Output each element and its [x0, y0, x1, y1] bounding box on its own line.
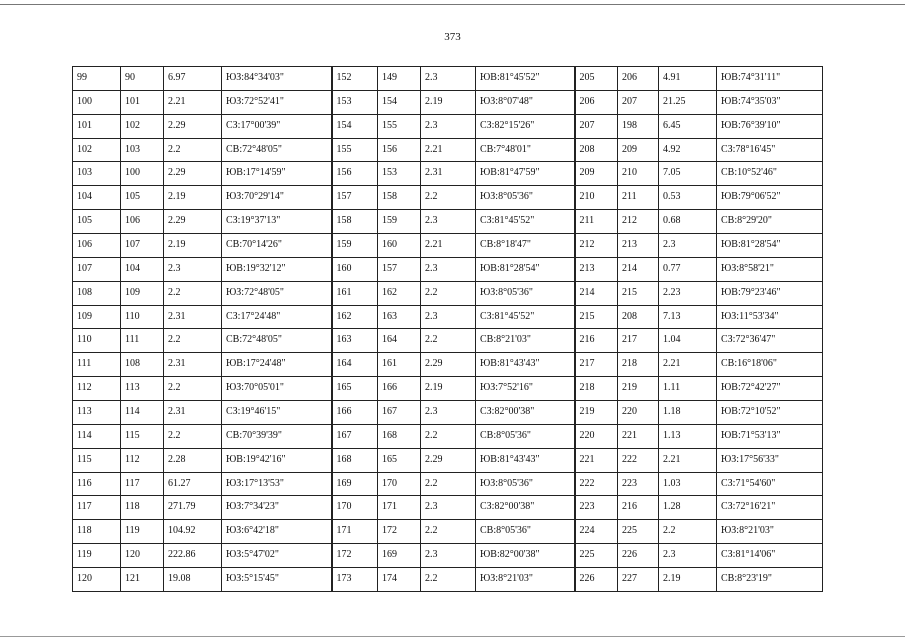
table-cell: 162 — [378, 281, 421, 305]
table-row — [73, 568, 823, 592]
table-cell: ЮВ:76°39'10" — [717, 114, 823, 138]
bottom-rule — [0, 636, 905, 637]
table-cell: 104 — [121, 257, 164, 281]
table-cell: 217 — [575, 353, 618, 377]
table-cell: 2.2 — [421, 568, 476, 592]
table-cell: ЮЗ:17°56'33" — [717, 448, 823, 472]
table-cell: 205 — [575, 67, 618, 91]
table-cell: 2.2 — [421, 329, 476, 353]
table-cell: 107 — [121, 234, 164, 258]
table-cell: 105 — [73, 210, 121, 234]
table-cell: 222 — [618, 448, 659, 472]
table-cell: 114 — [121, 401, 164, 425]
table-cell: СЗ:81°45'52" — [476, 210, 575, 234]
table-row — [73, 257, 823, 281]
table-cell: 2.2 — [421, 424, 476, 448]
top-rule — [0, 4, 905, 5]
table-cell: 102 — [73, 138, 121, 162]
table-cell: 156 — [332, 162, 378, 186]
table-cell: 164 — [378, 329, 421, 353]
table-row — [73, 210, 823, 234]
table-cell: 171 — [332, 520, 378, 544]
table-cell: ЮЗ:11°53'34" — [717, 305, 823, 329]
table-cell: ЮЗ:8°58'21" — [717, 257, 823, 281]
table-cell: ЮВ:74°31'11" — [717, 67, 823, 91]
table-cell: 2.3 — [421, 544, 476, 568]
table-cell: 214 — [575, 281, 618, 305]
table-cell: 2.29 — [164, 162, 222, 186]
table-cell: СВ:8°23'19" — [717, 568, 823, 592]
table-cell: 90 — [121, 67, 164, 91]
table-row — [73, 496, 823, 520]
table-cell: СВ:72°48'05" — [222, 329, 332, 353]
table-cell: 103 — [121, 138, 164, 162]
table-cell: 7.13 — [659, 305, 717, 329]
table-cell: 1.13 — [659, 424, 717, 448]
table-cell: СЗ:72°36'47" — [717, 329, 823, 353]
table-cell: 161 — [378, 353, 421, 377]
table-cell: 117 — [73, 496, 121, 520]
table-row — [73, 448, 823, 472]
table-cell: 2.19 — [421, 377, 476, 401]
table-cell: 2.31 — [421, 162, 476, 186]
table-cell: 209 — [575, 162, 618, 186]
table-cell: 154 — [332, 114, 378, 138]
table-cell: СЗ:81°45'52" — [476, 305, 575, 329]
table-cell: 163 — [332, 329, 378, 353]
table-cell: 2.21 — [659, 353, 717, 377]
table-row — [73, 234, 823, 258]
table-cell: 2.3 — [421, 210, 476, 234]
table-cell: 100 — [73, 90, 121, 114]
table-cell: 2.2 — [659, 520, 717, 544]
table-row — [73, 329, 823, 353]
table-row — [73, 520, 823, 544]
table-cell: 118 — [73, 520, 121, 544]
table-cell: СЗ:81°14'06" — [717, 544, 823, 568]
table-row — [73, 90, 823, 114]
table-cell: 222.86 — [164, 544, 222, 568]
table-cell: 110 — [121, 305, 164, 329]
table-cell: 2.3 — [421, 496, 476, 520]
table-cell: СВ:70°39'39" — [222, 424, 332, 448]
table-cell: 61.27 — [164, 472, 222, 496]
table-cell: 227 — [618, 568, 659, 592]
table-cell: 119 — [73, 544, 121, 568]
table-cell: 0.77 — [659, 257, 717, 281]
table-cell: 171 — [378, 496, 421, 520]
table-cell: 167 — [378, 401, 421, 425]
table-cell: 160 — [378, 234, 421, 258]
table-cell: 2.29 — [421, 353, 476, 377]
table-cell: СЗ:17°24'48" — [222, 305, 332, 329]
table-cell: 224 — [575, 520, 618, 544]
table-cell: 157 — [378, 257, 421, 281]
table-cell: ЮЗ:8°05'36" — [476, 281, 575, 305]
table-cell: 109 — [121, 281, 164, 305]
table-cell: ЮВ:79°06'52" — [717, 186, 823, 210]
table-cell: 153 — [378, 162, 421, 186]
table-cell: ЮЗ:8°07'48" — [476, 90, 575, 114]
table-cell: СЗ:19°46'15" — [222, 401, 332, 425]
table-cell: 210 — [575, 186, 618, 210]
table-cell: СВ:8°18'47" — [476, 234, 575, 258]
table-cell: ЮЗ:70°05'01" — [222, 377, 332, 401]
table-cell: 166 — [332, 401, 378, 425]
table-cell: 210 — [618, 162, 659, 186]
table-cell: 113 — [121, 377, 164, 401]
table-cell: СВ:7°48'01" — [476, 138, 575, 162]
table-cell: 2.3 — [421, 401, 476, 425]
table-cell: 2.23 — [659, 281, 717, 305]
table-cell: 211 — [618, 186, 659, 210]
table-cell: 149 — [378, 67, 421, 91]
table-cell: 225 — [618, 520, 659, 544]
table-cell: 2.31 — [164, 401, 222, 425]
table-cell: 271.79 — [164, 496, 222, 520]
table-cell: ЮВ:19°42'16" — [222, 448, 332, 472]
table-cell: 209 — [618, 138, 659, 162]
table-cell: 226 — [575, 568, 618, 592]
table-cell: ЮВ:82°00'38" — [476, 544, 575, 568]
table-cell: 111 — [121, 329, 164, 353]
table-cell: 2.31 — [164, 353, 222, 377]
table-cell: 215 — [575, 305, 618, 329]
table-cell: 121 — [121, 568, 164, 592]
table-cell: 159 — [378, 210, 421, 234]
table-cell: 164 — [332, 353, 378, 377]
table-cell: ЮЗ:8°05'36" — [476, 472, 575, 496]
table-cell: 163 — [378, 305, 421, 329]
table-row — [73, 424, 823, 448]
table-cell: 117 — [121, 472, 164, 496]
table-cell: 220 — [575, 424, 618, 448]
table-cell: ЮВ:81°43'43" — [476, 448, 575, 472]
table-cell: 101 — [121, 90, 164, 114]
table-cell: 2.2 — [164, 329, 222, 353]
table-cell: 104 — [73, 186, 121, 210]
table-cell: 160 — [332, 257, 378, 281]
table-cell: 174 — [378, 568, 421, 592]
table-cell: 113 — [73, 401, 121, 425]
table-cell: ЮВ:81°28'54" — [717, 234, 823, 258]
table-cell: 212 — [618, 210, 659, 234]
table-cell: СВ:8°05'36" — [476, 520, 575, 544]
table-cell: 2.21 — [421, 234, 476, 258]
table-cell: ЮВ:81°45'52" — [476, 67, 575, 91]
table-cell: 221 — [618, 424, 659, 448]
table-row — [73, 377, 823, 401]
table-cell: ЮЗ:8°05'36" — [476, 186, 575, 210]
table-cell: 172 — [332, 544, 378, 568]
table-cell: 223 — [575, 496, 618, 520]
table-cell: 212 — [575, 234, 618, 258]
table-cell: 2.3 — [421, 114, 476, 138]
table-cell: 2.2 — [421, 281, 476, 305]
table-cell: ЮВ:81°28'54" — [476, 257, 575, 281]
table-cell: ЮЗ:70°29'14" — [222, 186, 332, 210]
table-row — [73, 472, 823, 496]
table-cell: ЮЗ:17°13'53" — [222, 472, 332, 496]
table-cell: 2.29 — [164, 210, 222, 234]
table-cell: 225 — [575, 544, 618, 568]
table-cell: ЮВ:72°42'27" — [717, 377, 823, 401]
table-cell: 2.29 — [421, 448, 476, 472]
table-cell: 219 — [575, 401, 618, 425]
table-cell: 2.19 — [164, 234, 222, 258]
table-row — [73, 114, 823, 138]
table-cell: 101 — [73, 114, 121, 138]
table-cell: СЗ:82°00'38" — [476, 496, 575, 520]
table-row — [73, 138, 823, 162]
table-cell: 2.28 — [164, 448, 222, 472]
table-cell: 2.3 — [659, 544, 717, 568]
table-cell: 2.2 — [164, 424, 222, 448]
table-cell: 1.04 — [659, 329, 717, 353]
table-cell: 213 — [618, 234, 659, 258]
table-cell: 2.2 — [421, 520, 476, 544]
table-cell: 2.21 — [659, 448, 717, 472]
table-cell: 108 — [121, 353, 164, 377]
table-cell: 223 — [618, 472, 659, 496]
table-cell: 6.97 — [164, 67, 222, 91]
table-cell: 1.03 — [659, 472, 717, 496]
table-cell: 114 — [73, 424, 121, 448]
table-cell: 1.28 — [659, 496, 717, 520]
table-cell: 2.31 — [164, 305, 222, 329]
table-cell: ЮЗ:6°42'18" — [222, 520, 332, 544]
table-cell: ЮЗ:8°21'03" — [476, 568, 575, 592]
table-cell: 106 — [73, 234, 121, 258]
table-cell: 215 — [618, 281, 659, 305]
table-cell: 217 — [618, 329, 659, 353]
table-cell: 2.19 — [659, 568, 717, 592]
table-cell: 2.29 — [164, 114, 222, 138]
table-cell: 2.21 — [164, 90, 222, 114]
table-cell: 106 — [121, 210, 164, 234]
table-cell: ЮЗ:7°52'16" — [476, 377, 575, 401]
table-cell: 21.25 — [659, 90, 717, 114]
table-cell: 2.3 — [421, 305, 476, 329]
survey-table — [72, 66, 823, 592]
table-cell: 120 — [121, 544, 164, 568]
table-cell: ЮВ:17°14'59" — [222, 162, 332, 186]
table-cell: 111 — [73, 353, 121, 377]
table-cell: СВ:16°18'06" — [717, 353, 823, 377]
table-cell: 1.18 — [659, 401, 717, 425]
table-cell: 4.92 — [659, 138, 717, 162]
table-cell: 2.3 — [421, 67, 476, 91]
table-cell: 206 — [575, 90, 618, 114]
table-cell: 207 — [575, 114, 618, 138]
table-cell: 154 — [378, 90, 421, 114]
table-cell: 120 — [73, 568, 121, 592]
table-cell: 2.2 — [164, 377, 222, 401]
table-cell: 211 — [575, 210, 618, 234]
table-cell: 156 — [378, 138, 421, 162]
table-row — [73, 67, 823, 91]
table-cell: 115 — [73, 448, 121, 472]
table-cell: 155 — [378, 114, 421, 138]
table-cell: ЮЗ:7°34'23" — [222, 496, 332, 520]
table-cell: ЮВ:17°24'48" — [222, 353, 332, 377]
table-row — [73, 544, 823, 568]
table-cell: 169 — [332, 472, 378, 496]
table-row — [73, 305, 823, 329]
table-cell: 158 — [332, 210, 378, 234]
table-cell: 165 — [378, 448, 421, 472]
table-row — [73, 353, 823, 377]
table-cell: 219 — [618, 377, 659, 401]
table-cell: СВ:70°14'26" — [222, 234, 332, 258]
table-cell: 100 — [121, 162, 164, 186]
table-cell: СЗ:72°16'21" — [717, 496, 823, 520]
table-cell: 107 — [73, 257, 121, 281]
table-cell: 167 — [332, 424, 378, 448]
table-cell: 169 — [378, 544, 421, 568]
table-cell: 226 — [618, 544, 659, 568]
table-cell: СЗ:19°37'13" — [222, 210, 332, 234]
table-cell: 152 — [332, 67, 378, 91]
table-cell: 173 — [332, 568, 378, 592]
table-cell: 159 — [332, 234, 378, 258]
table-cell: 208 — [575, 138, 618, 162]
table-cell: 2.19 — [164, 186, 222, 210]
table-cell: ЮВ:81°47'59" — [476, 162, 575, 186]
table-cell: СЗ:82°15'26" — [476, 114, 575, 138]
table-cell: 157 — [332, 186, 378, 210]
table-cell: ЮВ:71°53'13" — [717, 424, 823, 448]
table-cell: 19.08 — [164, 568, 222, 592]
table-cell: 170 — [378, 472, 421, 496]
table-cell: 103 — [73, 162, 121, 186]
table-cell: 221 — [575, 448, 618, 472]
table-cell: СВ:10°52'46" — [717, 162, 823, 186]
table-cell: 168 — [332, 448, 378, 472]
table-cell: ЮЗ:72°52'41" — [222, 90, 332, 114]
table-cell: СВ:8°05'36" — [476, 424, 575, 448]
table-cell: 198 — [618, 114, 659, 138]
table-cell: 6.45 — [659, 114, 717, 138]
table-cell: ЮВ:19°32'12" — [222, 257, 332, 281]
table-cell: ЮЗ:5°47'02" — [222, 544, 332, 568]
table-row — [73, 281, 823, 305]
table-cell: ЮВ:74°35'03" — [717, 90, 823, 114]
table-cell: 119 — [121, 520, 164, 544]
table-cell: ЮЗ:8°21'03" — [717, 520, 823, 544]
table-cell: 155 — [332, 138, 378, 162]
table-cell: 116 — [73, 472, 121, 496]
table-cell: 170 — [332, 496, 378, 520]
table-cell: 2.2 — [164, 281, 222, 305]
table-cell: 2.19 — [421, 90, 476, 114]
table-cell: 153 — [332, 90, 378, 114]
table-cell: ЮЗ:5°15'45" — [222, 568, 332, 592]
table-cell: 2.2 — [421, 186, 476, 210]
table-row — [73, 162, 823, 186]
table-row — [73, 401, 823, 425]
table-cell: 4.91 — [659, 67, 717, 91]
page-number: 373 — [444, 31, 461, 43]
table-cell: СЗ:71°54'60" — [717, 472, 823, 496]
table-cell: 109 — [73, 305, 121, 329]
table-cell: 115 — [121, 424, 164, 448]
table-cell: 0.53 — [659, 186, 717, 210]
table-cell: СЗ:82°00'38" — [476, 401, 575, 425]
table-cell: 161 — [332, 281, 378, 305]
table-cell: 206 — [618, 67, 659, 91]
table-cell: ЮВ:72°10'52" — [717, 401, 823, 425]
table-cell: 168 — [378, 424, 421, 448]
table-cell: 172 — [378, 520, 421, 544]
table-cell: 213 — [575, 257, 618, 281]
table-cell: 166 — [378, 377, 421, 401]
table-cell: 112 — [121, 448, 164, 472]
table-cell: 162 — [332, 305, 378, 329]
table-cell: 1.11 — [659, 377, 717, 401]
table-cell: 2.2 — [164, 138, 222, 162]
table-cell: 110 — [73, 329, 121, 353]
table-cell: СЗ:78°16'45" — [717, 138, 823, 162]
table-cell: 2.2 — [421, 472, 476, 496]
table-cell: 108 — [73, 281, 121, 305]
table-cell: ЮЗ:72°48'05" — [222, 281, 332, 305]
table-cell: 218 — [618, 353, 659, 377]
table-cell: 112 — [73, 377, 121, 401]
table-cell: 102 — [121, 114, 164, 138]
table-cell: 208 — [618, 305, 659, 329]
table-cell: СВ:8°21'03" — [476, 329, 575, 353]
table-cell: 214 — [618, 257, 659, 281]
table-cell: 218 — [575, 377, 618, 401]
table-cell: 207 — [618, 90, 659, 114]
table-cell: 105 — [121, 186, 164, 210]
table-cell: ЮВ:81°43'43" — [476, 353, 575, 377]
table-cell: 222 — [575, 472, 618, 496]
table-cell: 220 — [618, 401, 659, 425]
table-cell: 216 — [575, 329, 618, 353]
table-cell: СВ:8°29'20" — [717, 210, 823, 234]
table-cell: 104.92 — [164, 520, 222, 544]
table-cell: ЮЗ:84°34'03" — [222, 67, 332, 91]
table-cell: 2.3 — [164, 257, 222, 281]
table-cell: СЗ:17°00'39" — [222, 114, 332, 138]
table-cell: 0.68 — [659, 210, 717, 234]
table-cell: ЮВ:79°23'46" — [717, 281, 823, 305]
table-cell: 216 — [618, 496, 659, 520]
table-cell: 2.21 — [421, 138, 476, 162]
table-cell: 99 — [73, 67, 121, 91]
table-cell: 7.05 — [659, 162, 717, 186]
table-cell: 2.3 — [421, 257, 476, 281]
table-cell: 118 — [121, 496, 164, 520]
table-cell: 165 — [332, 377, 378, 401]
table-cell: СВ:72°48'05" — [222, 138, 332, 162]
table-cell: 158 — [378, 186, 421, 210]
table-row — [73, 186, 823, 210]
table-cell: 2.3 — [659, 234, 717, 258]
